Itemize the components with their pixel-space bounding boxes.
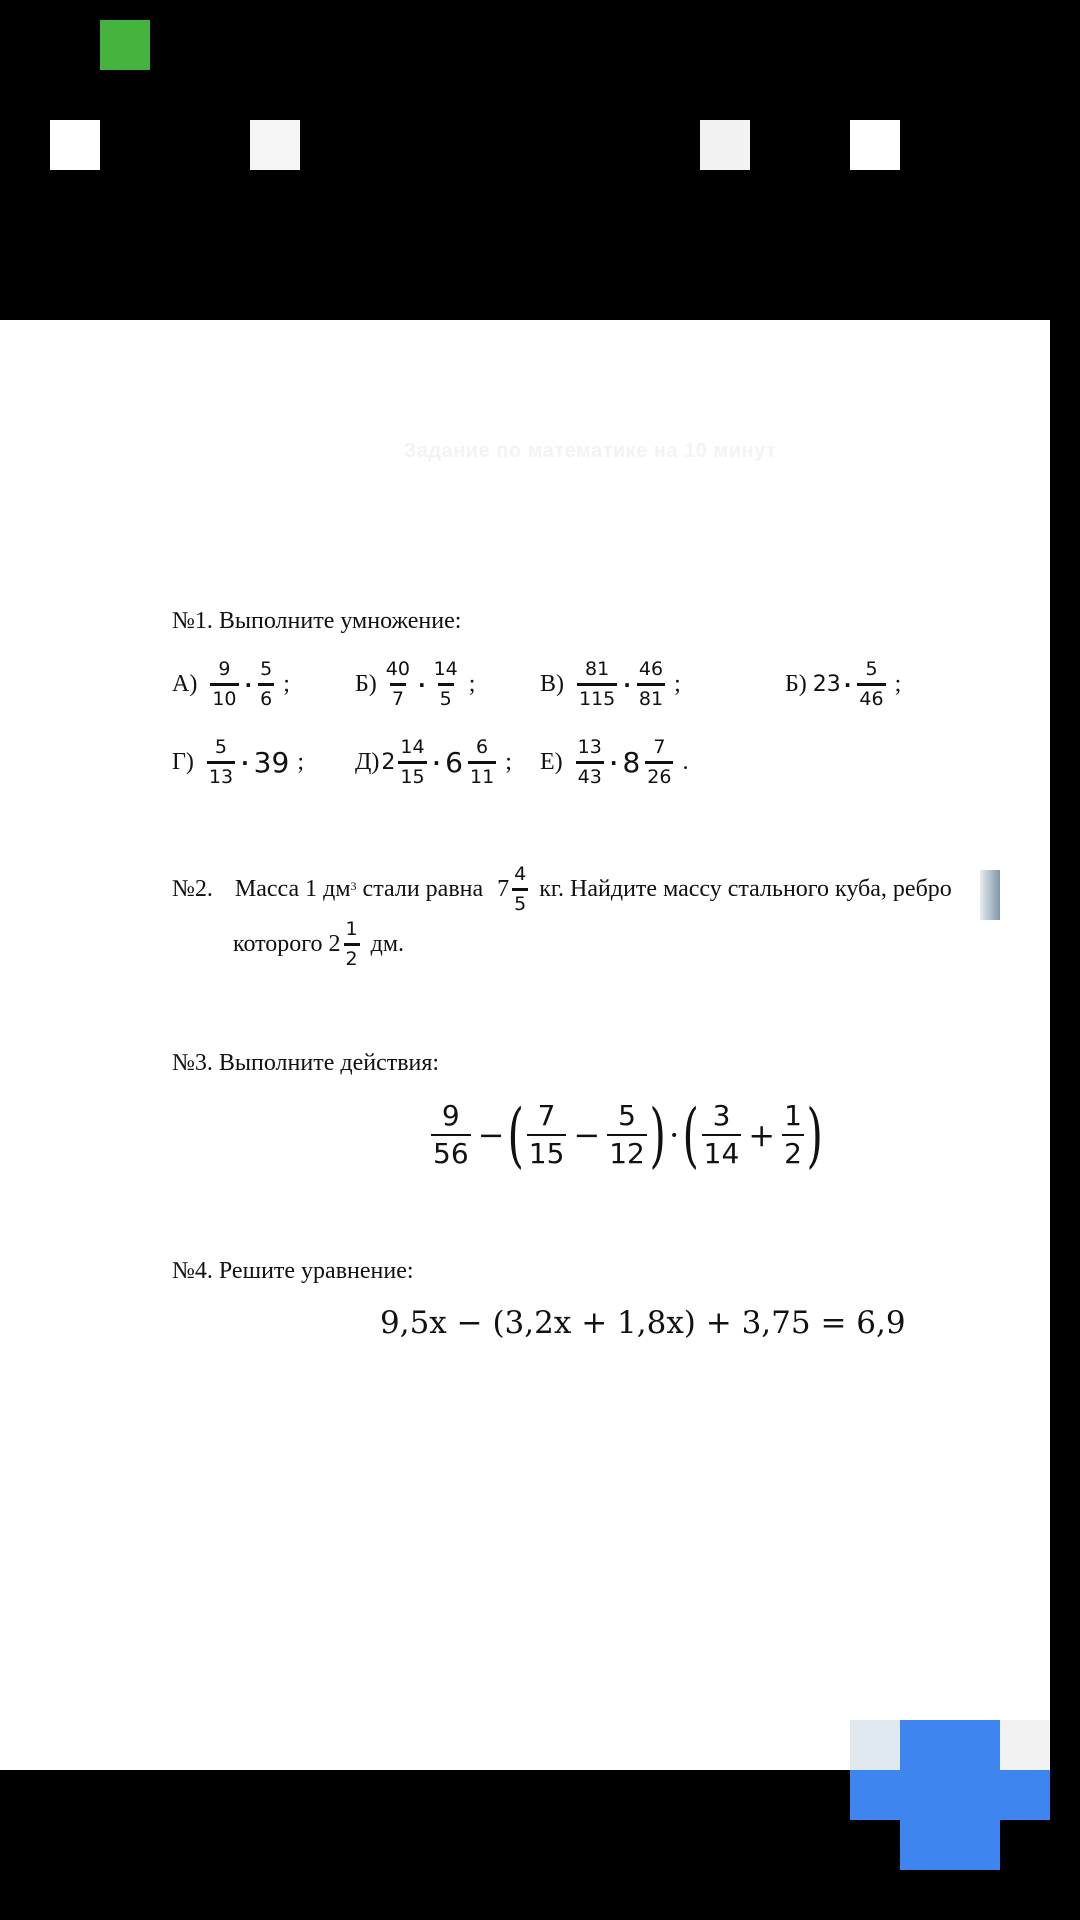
task1-heading: №1. Выполните умножение: (172, 608, 462, 634)
task2-line1 (172, 865, 952, 914)
fraction: $\frac{6}{11}$ (470, 736, 495, 788)
right-edge (1050, 320, 1080, 1770)
multiply-dot: · (623, 672, 631, 697)
task1-item-e (540, 738, 688, 787)
separator: . (682, 749, 689, 775)
fraction: $\frac{4}{5}$ (514, 863, 527, 915)
fraction: $\frac{3}{14}$ (703, 1099, 740, 1170)
multiply-dot: · (609, 750, 618, 775)
multiply-dot: · (241, 750, 249, 775)
whole-number: 2 (381, 750, 396, 775)
fraction: $\frac{5}{12}$ (609, 1099, 645, 1170)
task1-item-b (355, 660, 475, 709)
item-label: А) (172, 671, 198, 697)
item-label: Е) (540, 749, 563, 775)
minus-sign: − (573, 1116, 601, 1154)
item-label: Г) (172, 749, 194, 775)
fraction: $\frac{1}{2}$ (345, 918, 358, 970)
task1-item-g (172, 738, 304, 787)
plus-sign: + (748, 1116, 776, 1154)
multiply-dot: · (669, 1116, 680, 1154)
whole-number: 7 (497, 876, 510, 902)
task1-item-d (355, 738, 512, 787)
fraction: $\frac{14}{5}$ (433, 658, 458, 710)
fraction: $\frac{7}{26}$ (647, 736, 672, 788)
task1-item-b2 (785, 660, 901, 709)
task3-heading: №3. Выполните действия: (172, 1050, 440, 1076)
multiply-dot: · (432, 750, 441, 775)
white-square-1[interactable] (50, 120, 100, 170)
task2-text: которого 2 (233, 931, 341, 957)
document-page (0, 320, 1050, 1770)
fraction: $\frac{5}{6}$ (260, 658, 273, 710)
white-square-4[interactable] (850, 120, 900, 170)
light-square-left (850, 1720, 900, 1770)
separator: ; (468, 671, 476, 697)
separator: ; (283, 671, 290, 697)
fraction: $\frac{9}{56}$ (433, 1099, 469, 1170)
task1-item-v (540, 660, 681, 709)
fraction: $\frac{5}{46}$ (859, 658, 884, 710)
left-paren: ( (682, 1094, 700, 1176)
document-title: Задание по математике на 10 минут (403, 440, 777, 462)
superscript: 3 (350, 879, 357, 893)
fraction: $\frac{81}{115}$ (579, 658, 616, 710)
separator: ; (505, 749, 512, 775)
task2-text: дм. (370, 931, 405, 957)
item-label: В) (540, 671, 564, 697)
task3-expression (428, 1094, 823, 1176)
minus-sign: − (477, 1116, 505, 1154)
whole-number: 6 (445, 746, 463, 779)
fraction: $\frac{5}{13}$ (208, 736, 234, 788)
whole-number: 23 (812, 672, 841, 697)
multiply-dot: · (244, 672, 253, 697)
right-paren: ) (806, 1094, 823, 1176)
task2-text: кг. Найдите массу стального куба, ребро (539, 876, 952, 902)
separator: ; (674, 671, 681, 697)
task4-equation: 9,5x − (3,2x + 1,8x) + 3,75 = 6,9 (380, 1305, 906, 1341)
multiply-dot: · (843, 672, 852, 697)
item-label: Д) (355, 749, 380, 775)
light-square-right (1000, 1720, 1050, 1770)
task2-text: Масса 1 дм (234, 876, 351, 902)
task4-heading: №4. Решите уравнение: (172, 1258, 414, 1284)
fraction: $\frac{13}{43}$ (577, 736, 602, 788)
separator: ; (297, 749, 304, 775)
task2-text: стали равна (356, 876, 484, 902)
fraction: $\frac{14}{15}$ (400, 736, 425, 788)
fraction: $\frac{9}{10}$ (212, 658, 237, 710)
white-square-3[interactable] (700, 120, 750, 170)
left-paren: ( (507, 1094, 525, 1176)
item-label: Б) (785, 671, 807, 697)
fraction: $\frac{1}{2}$ (784, 1099, 802, 1170)
task2-line2 (233, 920, 404, 969)
task1-item-a (172, 660, 290, 709)
task2-number: №2. (172, 876, 213, 902)
white-square-2[interactable] (250, 120, 300, 170)
separator: ; (894, 671, 902, 697)
fraction: $\frac{7}{15}$ (528, 1099, 565, 1170)
blue-cross-horizontal[interactable] (850, 1770, 1050, 1820)
whole-number: 8 (622, 746, 641, 779)
multiply-dot: · (417, 672, 426, 697)
right-paren: ) (649, 1094, 666, 1176)
item-label: Б) (355, 671, 377, 697)
fraction: $\frac{40}{7}$ (385, 658, 410, 710)
fraction: $\frac{46}{81}$ (638, 658, 664, 710)
side-gradient-bar[interactable] (980, 870, 1000, 920)
whole-number: 39 (253, 746, 290, 779)
green-square[interactable] (100, 20, 150, 70)
